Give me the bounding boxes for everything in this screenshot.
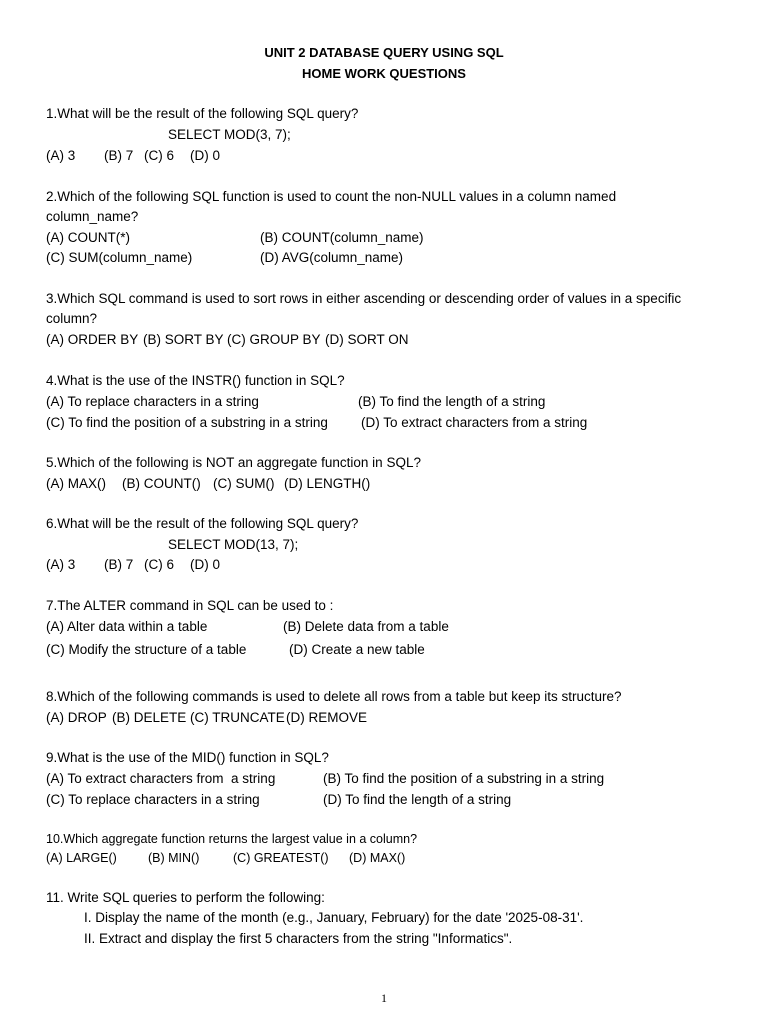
q3-option-a: (A) ORDER BY — [46, 332, 139, 347]
q6-option-d: (D) 0 — [190, 557, 220, 572]
q8-option-b: (B) DELETE — [112, 710, 187, 725]
question-5: 5.Which of the following is NOT an aggregate function in SQL? — [46, 455, 421, 470]
q10-option-a: (A) LARGE() — [46, 851, 117, 865]
q4-option-a: (A) To replace characters in a string — [46, 394, 259, 409]
page-number: 1 — [381, 991, 387, 1005]
q6-option-b: (B) 7 — [104, 557, 134, 572]
q6-option-c: (C) 6 — [144, 557, 174, 572]
q4-option-b: (B) To find the length of a string — [358, 394, 546, 409]
question-11-part-i: I. Display the name of the month (e.g., January, February) for the date '2025-08-31'. — [84, 910, 584, 925]
q9-option-a: (A) To extract characters from a string — [46, 771, 276, 786]
q10-option-c: (C) GREATEST() — [233, 851, 329, 865]
question-7: 7.The ALTER command in SQL can be used to : — [46, 598, 334, 613]
q3-option-d: (D) SORT ON — [325, 332, 409, 347]
question-6-code: SELECT MOD(13, 7); — [168, 537, 299, 552]
question-2-line2: column_name? — [46, 209, 139, 224]
question-11: 11. Write SQL queries to perform the following: — [46, 890, 325, 905]
q2-option-a: (A) COUNT(*) — [46, 230, 130, 245]
q8-option-c: (C) TRUNCATE — [190, 710, 285, 725]
q1-option-b: (B) 7 — [104, 148, 134, 163]
q5-option-b: (B) COUNT() — [122, 476, 201, 491]
q9-option-b: (B) To find the position of a substring in a string — [323, 771, 605, 786]
q3-option-b: (B) SORT BY — [143, 332, 224, 347]
q2-option-b: (B) COUNT(column_name) — [260, 230, 424, 245]
question-4: 4.What is the use of the INSTR() function in SQL? — [46, 373, 345, 388]
question-3-line1: 3.Which SQL command is used to sort rows in either ascending or descending order of values in a specific — [46, 291, 682, 306]
page-subtitle: HOME WORK QUESTIONS — [302, 66, 466, 81]
q4-option-d: (D) To extract characters from a string — [361, 415, 588, 430]
q2-option-c: (C) SUM(column_name) — [46, 250, 193, 265]
q7-option-a: (A) Alter data within a table — [46, 619, 208, 634]
q5-option-d: (D) LENGTH() — [284, 476, 371, 491]
question-6: 6.What will be the result of the following SQL query? — [46, 516, 359, 531]
q10-option-b: (B) MIN() — [148, 851, 200, 865]
page-title: UNIT 2 DATABASE QUERY USING SQL — [264, 45, 504, 60]
q8-option-a: (A) DROP — [46, 710, 107, 725]
q7-option-c: (C) Modify the structure of a table — [46, 642, 247, 657]
question-3-line2: column? — [46, 311, 98, 326]
q5-option-a: (A) MAX() — [46, 476, 106, 491]
q5-option-c: (C) SUM() — [213, 476, 275, 491]
q10-option-d: (D) MAX() — [349, 851, 406, 865]
question-11-part-ii: II. Extract and display the first 5 characters from the string "Informatics". — [84, 931, 513, 946]
q1-option-c: (C) 6 — [144, 148, 174, 163]
question-8: 8.Which of the following commands is used to delete all rows from a table but keep its structure? — [46, 689, 622, 704]
q4-option-c: (C) To find the position of a substring in a string — [46, 415, 328, 430]
question-1: 1.What will be the result of the following SQL query? — [46, 106, 359, 121]
q3-option-c: (C) GROUP BY — [227, 332, 321, 347]
q9-option-d: (D) To find the length of a string — [323, 792, 512, 807]
q6-option-a: (A) 3 — [46, 557, 76, 572]
question-9: 9.What is the use of the MID() function in SQL? — [46, 750, 329, 765]
q7-option-d: (D) Create a new table — [289, 642, 425, 657]
q1-option-a: (A) 3 — [46, 148, 76, 163]
q8-option-d: (D) REMOVE — [286, 710, 367, 725]
question-1-code: SELECT MOD(3, 7); — [168, 127, 291, 142]
q7-option-b: (B) Delete data from a table — [283, 619, 449, 634]
question-2-line1: 2.Which of the following SQL function is used to count the non-NULL values in a column named — [46, 189, 617, 204]
q2-option-d: (D) AVG(column_name) — [260, 250, 404, 265]
q1-option-d: (D) 0 — [190, 148, 220, 163]
question-10: 10.Which aggregate function returns the largest value in a column? — [46, 832, 418, 846]
q9-option-c: (C) To replace characters in a string — [46, 792, 260, 807]
